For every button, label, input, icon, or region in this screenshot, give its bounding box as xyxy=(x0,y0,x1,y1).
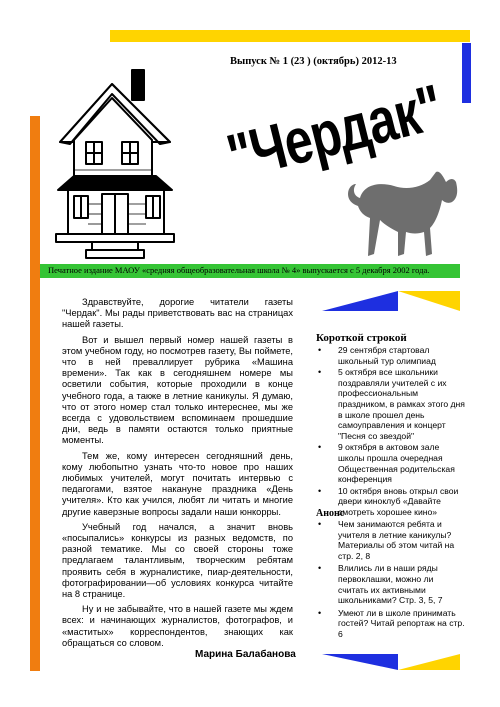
article-paragraph: Здравствуйте, дорогие читатели газеты "Чердак". Мы рады приветствовать вас на страницах нашей газеты. xyxy=(62,297,293,330)
list-item: • Умеют ли в школе принимать гостей? Читай репортаж на стр. 6 xyxy=(316,608,466,640)
anons-list xyxy=(316,519,466,642)
anons-heading: Анонс xyxy=(316,508,345,519)
news-list xyxy=(316,345,466,519)
cat-icon xyxy=(340,170,460,260)
article-signature: Марина Балабанова xyxy=(195,649,296,660)
list-item: • 5 октября все школьники поздравляли учителей с их профессиональным праздником, в рамках этого дня в школе прошел день самоуправления и концерт "Песня со звездой" xyxy=(316,367,466,441)
sidebar-bottom-ornament xyxy=(322,652,460,672)
news-heading: Короткой строкой xyxy=(316,332,407,344)
list-item: • 29 сентября стартовал школьный тур олимпиад xyxy=(316,345,466,366)
article-paragraph: Тем же, кому интересен сегодняшний день, кому любопытно узнать что-то новое про наших любимых учителей, могут почитать интервью с педагогами, взятое накануне праздника «День учителя». Кто как учился, любят ли читать и многие другие каверзные вопросы задали наши юнкорры. xyxy=(62,450,293,517)
publisher-banner xyxy=(40,264,460,278)
editorial-article xyxy=(62,297,293,653)
article-paragraph: Ну и не забывайте, что в нашей газете мы ждем всех: и начинающих журналистов, фотографов, и «маститых» корреспондентов, знающих как обращаться со словом. xyxy=(62,604,293,648)
article-paragraph: Вот и вышел первый номер нашей газеты в этом учебном году, но посмотрев газету, Вы поймете, что в ней преваллирует рубрика «Машина времени». Так как в сегодняшнем номере мы осветили события, которые проходили в конце учебного года, а также в летние каникулы. Я думаю, что от этого номер стал только интереснее, мы же всегда с удовольствием вспоминаем прошедшие дни, ведь в памяти остаются только приятные моменты. xyxy=(62,334,293,446)
newspaper-title xyxy=(220,66,468,194)
list-item: • 10 октября вновь открыл свои двери киноклуб «Давайте смотреть хорошее кино» xyxy=(316,486,466,518)
article-paragraph: Учебный год начался, а значит вновь «посыпались» конкурсы из разных ведомств, по разной тематике. Мы со своей стороны тоже предлагаем талантливым, творческим ребятам проявить себя в журналистике, пиар-деятельности, фотографировании—об условиях конкурса читайте на 8 странице. xyxy=(62,521,293,600)
left-orange-bar xyxy=(30,116,40,671)
title-text: "Чердак" xyxy=(220,70,449,194)
house-icon xyxy=(52,64,176,264)
issue-number: Выпуск № 1 (23 ) (октябрь) 2012-13 xyxy=(230,56,397,67)
top-yellow-bar xyxy=(110,30,470,42)
list-item: • 9 октября в актовом зале школы прошла очередная Общественная родительская конференция xyxy=(316,442,466,484)
sidebar-top-ornament xyxy=(322,289,460,313)
publisher-banner-text: Печатное издание МАОУ «средняя общеобразовательная школа № 4» выпускается с 5 декабря 2002 года. xyxy=(48,265,430,275)
list-item: • Чем занимаются ребята и учителя в летние каникулы? Материалы об этом читай на стр. 2, 8 xyxy=(316,519,466,561)
list-item: • Влились ли в наши ряды первоклашки, можно ли считать их активными школьниками? Стр. 3, 5, 7 xyxy=(316,563,466,605)
